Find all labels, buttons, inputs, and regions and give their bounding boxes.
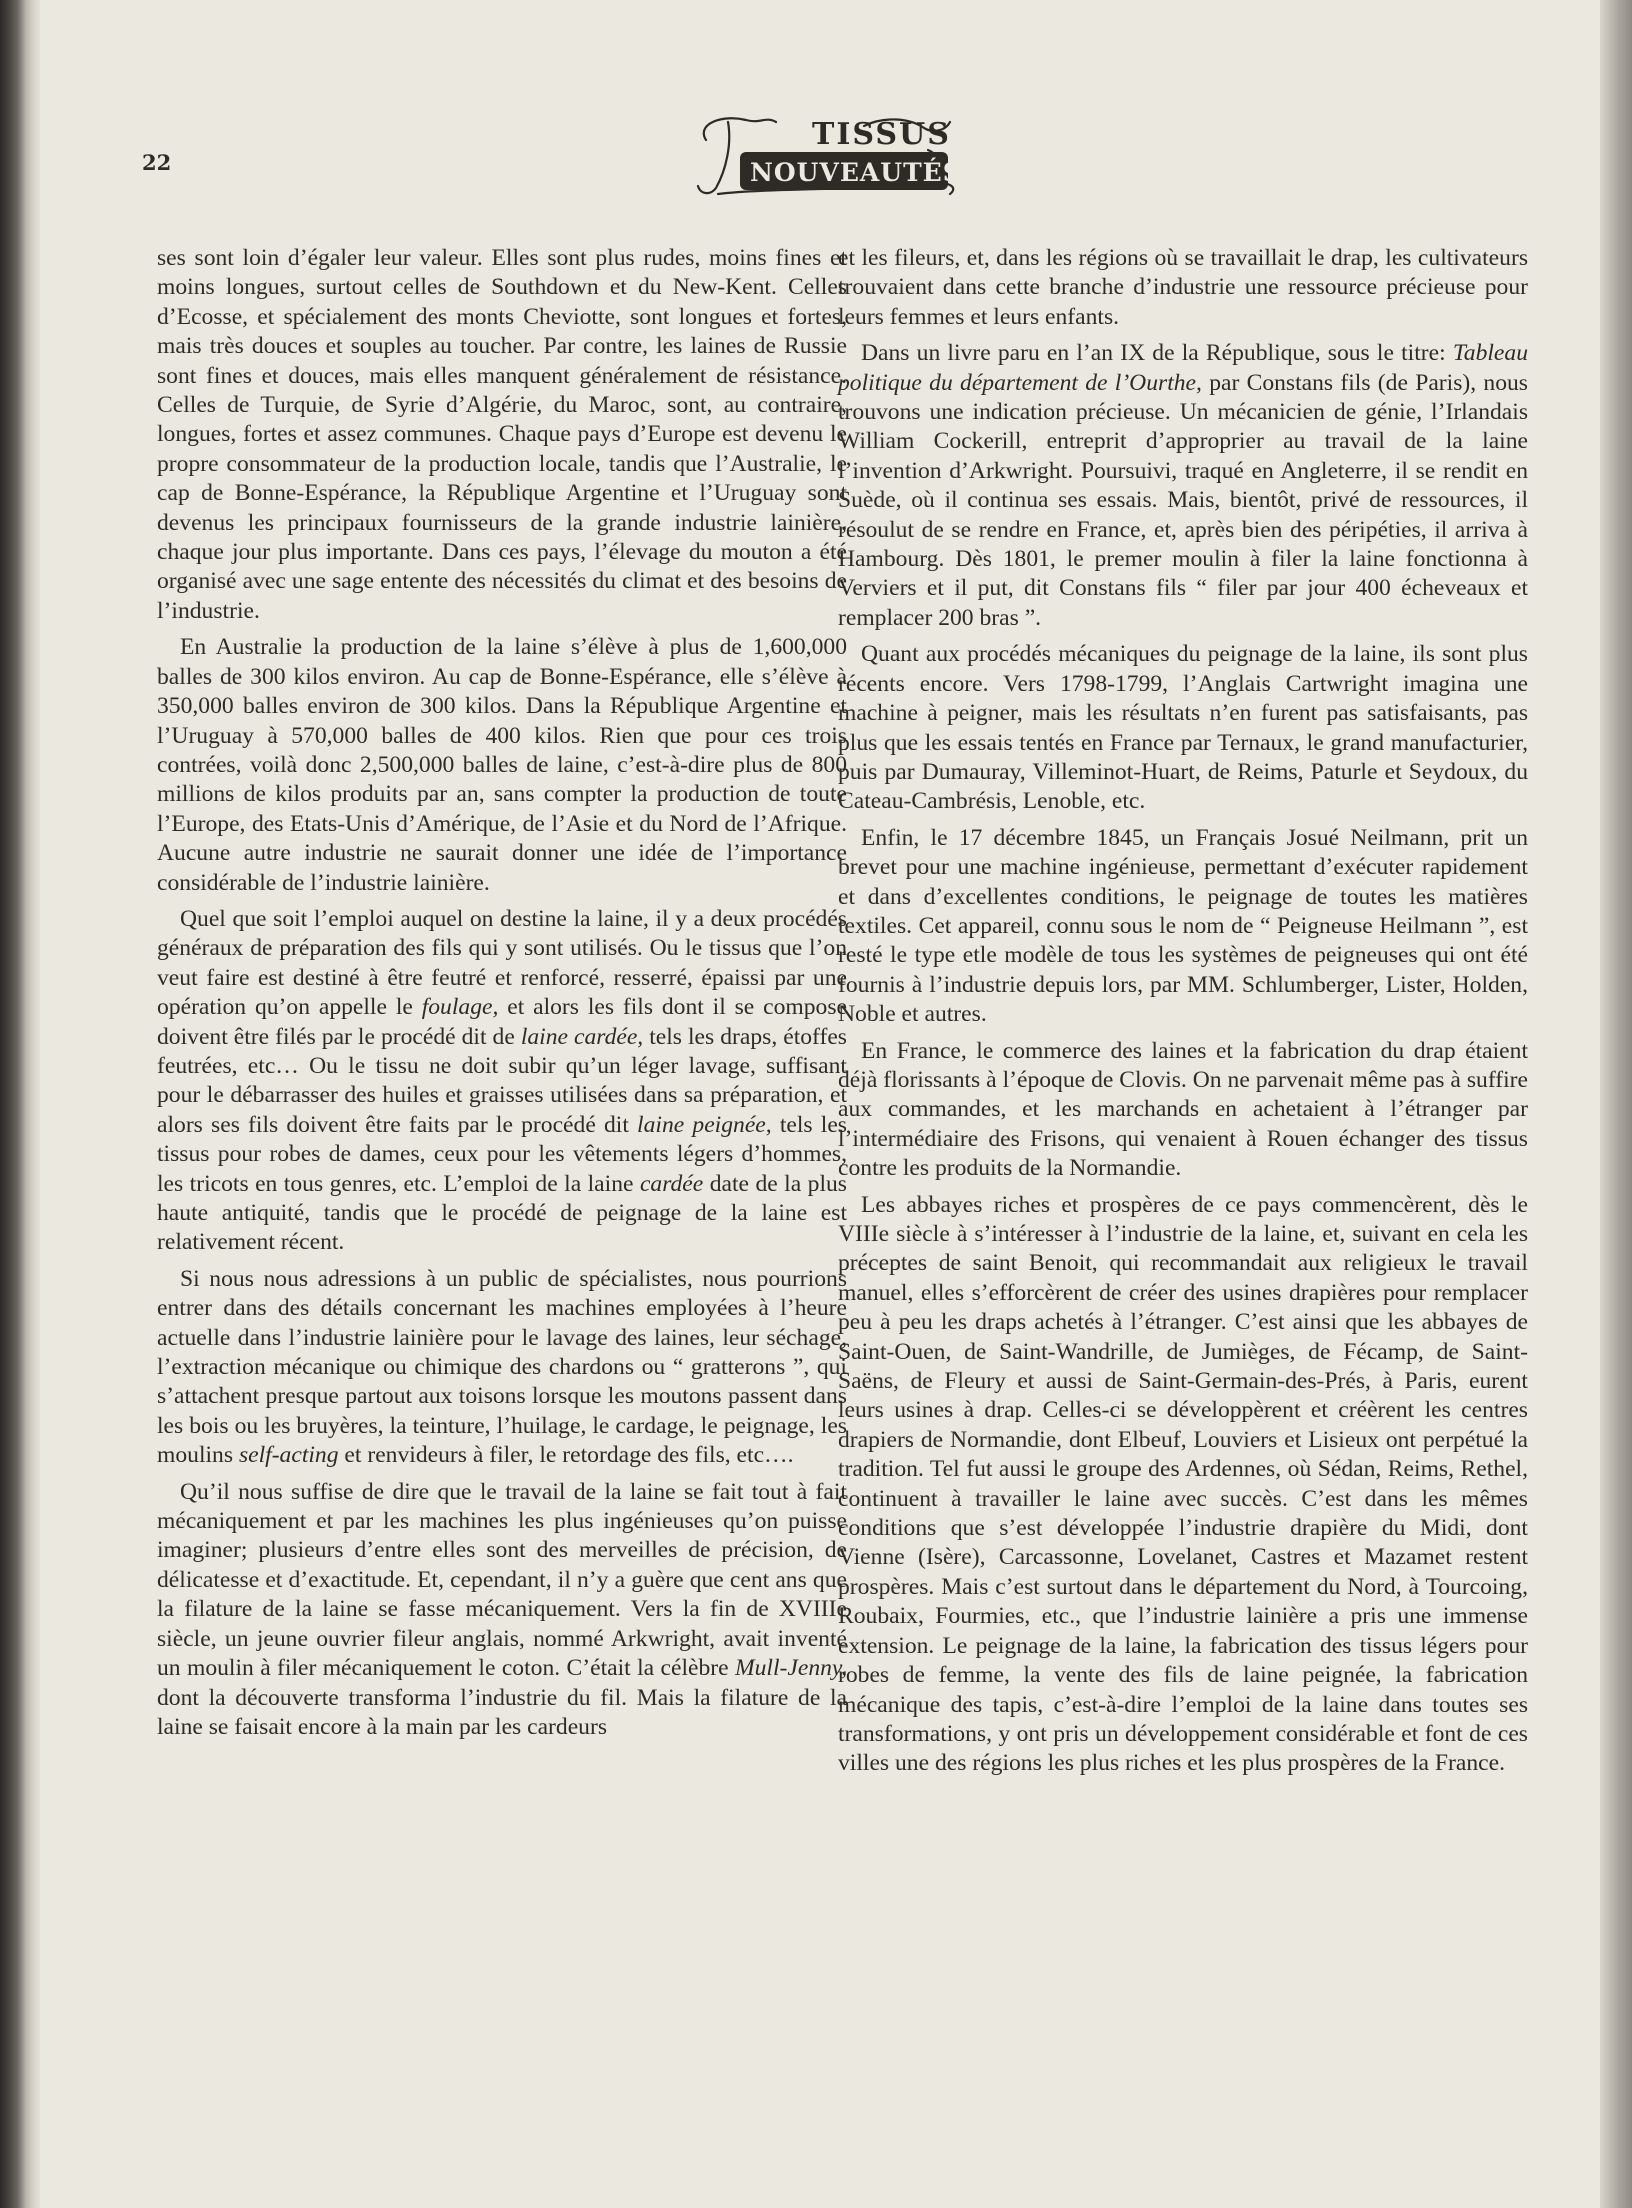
tissus-nouveautes-logo [688,110,968,202]
italic-term: foulage, [421,994,499,1021]
page-number: 22 [142,150,172,175]
paragraph: Quant aux procédés mécaniques du peignage de la laine, ils sont plus récents encore. Vers 1798-1799, l’Anglais Cartwright imagina une machine à peigner, mais les résultats n’en furent pas satisfaisants, pas plus que les essais tentés en France par Ternaux, le grand manufacturier, puis par Dumauray, Villeminot-Huart, de Reims, Paturle et Seydoux, du Cateau-Cambrésis, Lenoble, etc. [838,641,1528,815]
italic-term: Mull-Jenny, [734,1655,847,1682]
paragraph: En France, le commerce des laines et la fabrication du drap étaient déjà florissants à l’époque de Clovis. On ne parvenait même pas à suffire aux commandes, et les marchands en achetaient à l’étranger par l’intermédiaire des Frisons, qui venaient à Rouen échanger des tissus contre les produits de la Normandie. [838,1037,1528,1182]
left-column [157,244,847,1749]
paragraph: En Australie la production de la laine s’élève à plus de 1,600,000 balles de 300 kilos environ. Au cap de Bonne-Espérance, elle s’élève à 350,000 balles environ de 300 kilos. Dans la République Argentine et l’Uruguay à 570,000 balles de 400 kilos. Rien que pour ces trois contrées, voilà donc 2,500,000 balles de laine, c’est-à-dire plus de 800 millions de kilos produits par an, sans compter la production de toute l’Europe, des Etats-Unis d’Amérique, de l’Asie et du Nord de l’Afrique. Aucune autre industrie ne saurait donner une idée de l’importance considérable de l’industrie lainière. [157,634,847,896]
logo-text-bottom: NOUVEAUTÉS [750,158,962,187]
paragraph: Enfin, le 17 décembre 1845, un Français Josué Neilmann, prit un brevet pour une machine ingénieuse, permettant d’exécuter rapidement et dans d’excellentes conditions, le peignage de toutes les matières textiles. Cet appareil, connu sous le nom de “ Peigneuse Heilmann ”, est resté le type etle modèle de tous les systèmes de peigneuses qui ont été fournis à l’industrie depuis lors, par MM. Schlumberger, Lister, Holden, Noble et autres. [838,824,1528,1028]
logo-text-top: TISSUS [812,117,951,152]
page-edge-shadow [1600,0,1632,2208]
italic-term: self-acting [238,1442,339,1469]
paragraph: Dans un livre paru en l’an IX de la République, sous le titre: Tableau politique du département de l’Ourthe, par Constans fils (de Paris), nous trouvons une indication précieuse. Un mécanicien de génie, l’Irlandais William Cockerill, entreprit d’approprier au travail de la laine l’invention d’Arkwright. Poursuivi, traqué en Angleterre, il se rendit en Suède, où il continua ses essais. Mais, bientôt, privé de ressources, il résoulut de se rendre en France, et, après bien des péripéties, il arriva à Hambourg. Dès 1801, le premer moulin à filer la laine fonctionna à Verviers et il put, dit Constans fils “ filer par jour 400 écheveaux et remplacer 200 bras ”. [838,340,1528,631]
paragraph: Quel que soit l’emploi auquel on destine la laine, il y a deux procédés généraux de préparation des fils qui y sont utilisés. Ou le tissus que l’on veut faire est destiné à être feutré et renforcé, resserré, épaissi par une opération qu’on appelle le foulage, et alors les fils dont il se compose doivent être filés par le procédé dit de laine cardée, tels les draps, étoffes feutrées, etc… Ou le tissu ne doit subir qu’un léger lavage, suffisant pour le débarrasser des huiles et graisses utilisées dans sa préparation, et alors ses fils doivent être faits par le procédé dit laine peignée, tels les tissus pour robes de dames, ceux pour les vêtements légers d’hommes, les tricots en tous genres, etc. L’emploi de la laine cardée date de la plus haute antiquité, tandis que le procédé de peignage de la laine est relativement récent. [157,905,848,1256]
italic-term: laine peignée, [637,1111,772,1138]
paragraph: Qu’il nous suffise de dire que le travail de la laine se fait tout à fait mécaniquement et par les machines les plus ingénieuses qu’on puisse imaginer; plusieurs d’entre elles sont des merveilles de précision, de délicatesse et d’exactitude. Et, cependant, il n’y a guère que cent ans que la filature de la laine se fasse mécaniquement. Vers la fin de XVIIIe siècle, un jeune ouvrier fileur anglais, nommé Arkwright, avait inventé un moulin à filer mécaniquement le coton. C’était la célèbre Mull-Jenny, dont la découverte transforma l’industrie du fil. Mais la filature de la laine se faisait encore à la main par les cardeurs [157,1478,847,1740]
book-binding-shadow [0,0,40,2208]
italic-term: cardée [639,1170,704,1197]
paragraph: Si nous nous adressions à un public de spécialistes, nous pourrions entrer dans des détails concernant les machines employées à l’heure actuelle dans l’industrie lainière pour le lavage des laines, leur séchage, l’extraction mécanique ou chimique des chardons ou “ gratterons ”, qui s’attachent presque partout aux toisons lorsque les moutons passent dans les bois ou les bruyères, la teinture, l’huilage, le cardage, le peignage, les moulins self-acting et renvideurs à filer, le retordage des fils, etc…. [157,1265,847,1469]
paragraph: ses sont loin d’égaler leur valeur. Elles sont plus rudes, moins fines et moins longues, surtout celles de Southdown et du New-Kent. Celles d’Ecosse, et spécialement des monts Cheviotte, sont longues et fortes, mais très douces et souples au toucher. Par contre, les laines de Russie sont fines et douces, mais elles manquent généralement de résistance. Celles de Turquie, de Syrie d’Algérie, du Maroc, sont, au contraire, longues, fortes et assez communes. Chaque pays d’Europe est devenu le propre consommateur de la production locale, tandis que l’Australie, le cap de Bonne-Espérance, la République Argentine et l’Uruguay sont devenus les principaux fournisseurs de la grande industrie lainière, chaque jour plus importante. Dans ces pays, l’élevage du mouton a été organisé avec une sage entente des nécessités du climat et des besoins de l’industrie. [157,245,847,624]
italic-term: Tableau politique du département de l’Ourthe, [838,340,1528,396]
paragraph: Les abbayes riches et prospères de ce pays commencèrent, dès le VIIIe siècle à s’intéresser à l’industrie de la laine, et, suivant en cela les préceptes de saint Benoit, qui recommandait aux religieux le travail manuel, elles s’efforcèrent de créer des usines drapières pour remplacer peu à peu les draps achetés à l’étranger. C’est ainsi que les abbayes de Saint-Ouen, de Saint-Wandrille, de Jumièges, de Fécamp, de Saint-Saëns, de Fleury et aussi de Saint-Germain-des-Prés, à Paris, eurent leurs usines à drap. Celles-ci se développèrent et créèrent les centres drapiers de Normandie, dont Elbeuf, Louviers et Lisieux ont perpétué la tradition. Tel fut aussi le groupe des Ardennes, où Sédan, Reims, Rethel, continuent à travailler le laine avec succès. C’est dans les mêmes conditions que s’est développée l’industrie drapière du Midi, dont Vienne (Isère), Carcassonne, Lovelanet, Castres et Mazamet restent prospères. Mais c’est surtout dans le département du Nord, à Tourcoing, Roubaix, Fourmies, etc., que l’industrie lainière a pris une immense extension. Le peignage de la laine, la fabrication des tissus légers pour robes de femme, la vente des fils de laine peignée, la fabrication mécanique des tapis, c’est-à-dire l’emploi de la laine dans toutes ses transformations, y ont pris un développement considérable et font de ces villes une des régions les plus riches et les plus prospères de la France. [838,1191,1528,1777]
paragraph: et les fileurs, et, dans les régions où se travaillait le drap, les cultivateurs trouvaient dans cette branche d’industrie une ressource précieuse pour leurs femmes et leurs enfants. [838,245,1528,330]
italic-term: laine cardée, [520,1023,644,1050]
right-column [838,244,1528,1786]
